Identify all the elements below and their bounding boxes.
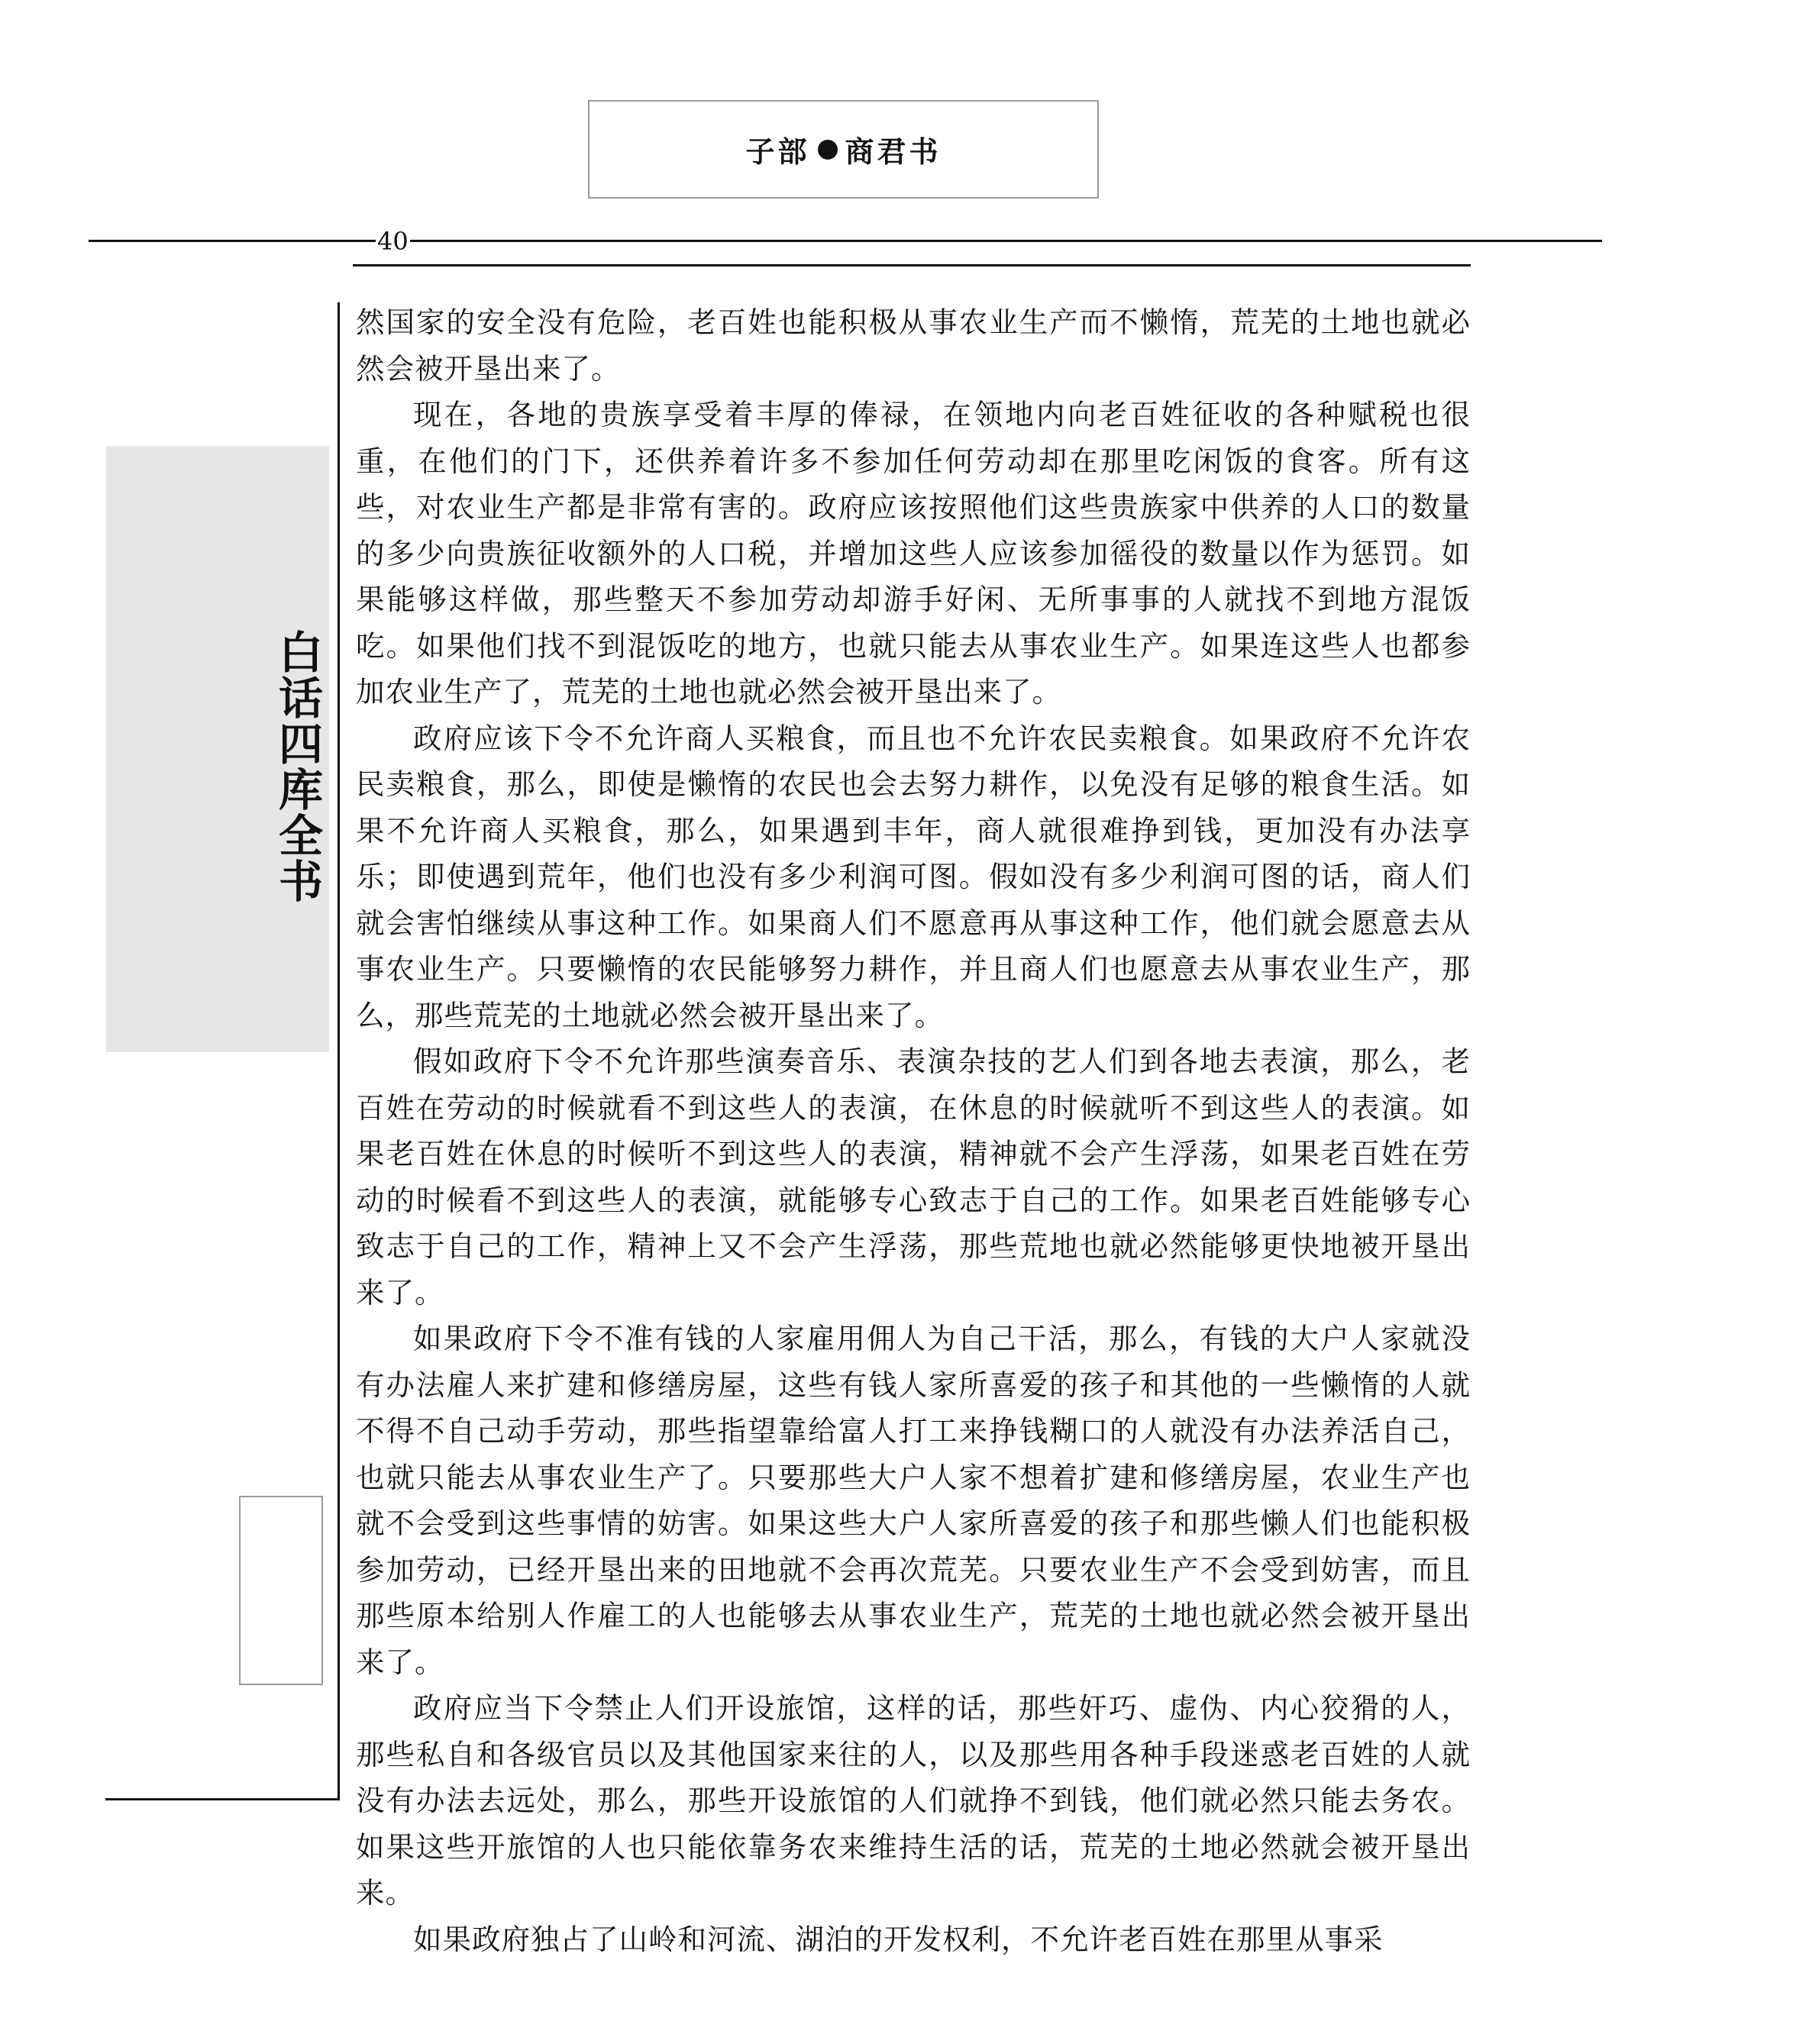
paragraph: 如果政府独占了山岭和河流、湖泊的开发权利，不允许老百姓在那里从事采 [413,1922,1384,1956]
paragraph: 假如政府下令不允许那些演奏音乐、表演杂技的艺人们到各地去表演，那么，老百姓在劳动的时候就看不到这些人的表演，在休息的时候就听不到这些人的表演。如果老百姓在休息的时候听不到这些人的表演，精神就不会产生浮荡，如果老百姓在劳动的时候看不到这些人的表演，就能够专心致志于自己的工作。如果老百姓能够专心致志于自己的工作，精神上又不会产生浮荡，那些荒地也就必然能够更快地被开垦出来了。 [356,1045,1471,1309]
side-small-box [239,1496,323,1685]
paragraph: 如果政府下令不准有钱的人家雇用佣人为自己干活，那么，有钱的大户人家就没有办法雇人来扩建和修缮房屋，这些有钱人家所喜爱的孩子和其他的一些懒惰的人就不得不自己动手劳动，那些指望靠给富人打工来挣钱糊口的人就没有办法养活自己，也就只能去从事农业生产了。只要那些大户人家不想着扩建和修缮房屋，农业生产也就不会受到这些事情的妨害。如果这些大户人家所喜爱的孩子和那些懒人们也能积极参加劳动，已经开垦出来的田地就不会再次荒芜。只要农业生产不会受到妨害，而且那些原本给别人作雇工的人也能够去从事农业生产，荒芜的土地也就必然会被开垦出来了。 [356,1322,1471,1679]
page-number: 40 [377,227,409,256]
side-tab [106,446,329,1052]
side-vertical-rule [338,302,340,1800]
paragraph: 现在，各地的贵族享受着丰厚的俸禄，在领地内向老百姓征收的各种赋税也很重，在他们的门下，还供养着许多不参加任何劳动却在那里吃闲饭的食客。所有这些，对农业生产都是非常有害的。政府应该按照他们这些贵族家中供养的人口的数量的多少向贵族征收额外的人口税，并增加这些人应该参加徭役的数量以作为惩罚。如果能够这样做，那些整天不参加劳动却游手好闲、无所事事的人就找不到地方混饭吃。如果他们找不到混饭吃的地方，也就只能去从事农业生产。如果连这些人也都参加农业生产了，荒芜的土地也就必然会被开垦出来了。 [356,398,1471,709]
body-text [356,299,1471,1962]
header-category: 子部 [745,135,810,169]
top-rule [89,240,1602,242]
paragraph: 政府应当下令禁止人们开设旅馆，这样的话，那些奸巧、虚伪、内心狡猾的人，那些私自和各级官员以及其他国家来往的人，以及那些用各种手段迷惑老百姓的人就没有办法去远处，那么，那些开设旅馆的人们就挣不到钱，他们就必然只能去务农。如果这些开旅馆的人也只能依靠务农来维持生活的话，荒芜的土地必然就会被开垦出来。 [356,1691,1471,1910]
text-top-rule [353,264,1471,266]
header-book-title: 商君书 [845,135,942,169]
separator-dot-icon [818,140,838,160]
running-header-box [588,100,1099,199]
side-tab-title: 白话四库全书 [271,629,323,904]
paragraph: 政府应该下令不允许商人买粮食，而且也不允许农民卖粮食。如果政府不允许农民卖粮食，那么，即使是懒惰的农民也会去努力耕作，以免没有足够的粮食生活。如果不允许商人买粮食，那么，如果遇到丰年，商人就很难挣到钱，更加没有办法享乐；即使遇到荒年，他们也没有多少利润可图。假如没有多少利润可图的话，商人们就会害怕继续从事这种工作。如果商人们不愿意再从事这种工作，他们就会愿意去从事农业生产。只要懒惰的农民能够努力耕作，并且商人们也愿意去从事农业生产，那么，那些荒芜的土地就必然会被开垦出来了。 [356,721,1471,1032]
paragraph: 然国家的安全没有危险，老百姓也能积极从事农业生产而不懒惰，荒芜的土地也就必然会被开垦出来了。 [356,305,1471,386]
side-bottom-rule [105,1798,339,1800]
